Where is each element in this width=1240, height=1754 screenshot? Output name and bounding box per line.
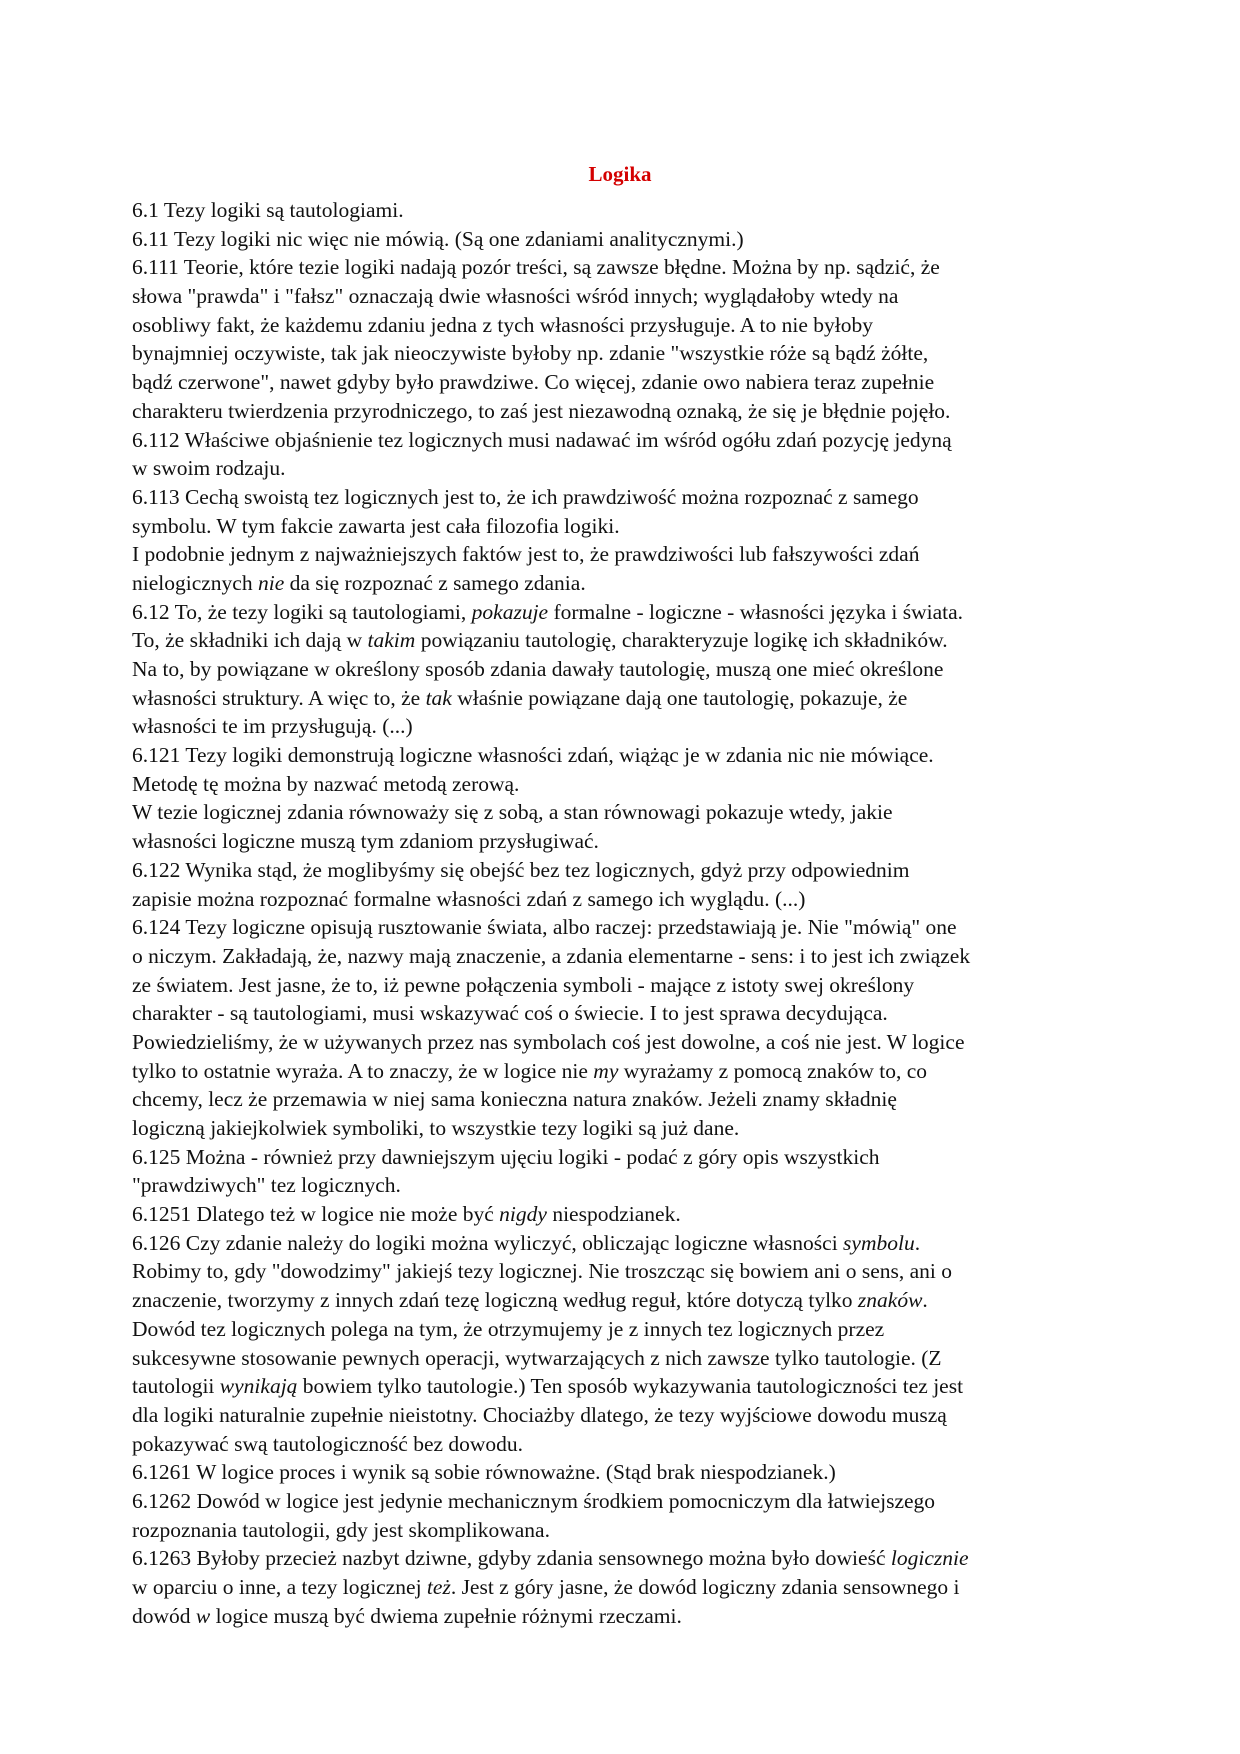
text-line: [132, 1372, 1112, 1401]
document-body: [132, 196, 1112, 1630]
text-segment: tylko to ostatnie wyraża. A to znaczy, że w logice nie: [132, 1058, 594, 1083]
text-line: [132, 1257, 1112, 1286]
text-segment: 6.1263 Byłoby przecież nazbyt dziwne, gdyby zdania sensownego można było dowieść: [132, 1546, 891, 1571]
italic-text: my: [593, 1058, 619, 1083]
text-segment: formalne - logiczne - własności języka i świata.: [548, 599, 964, 624]
text-line: [132, 397, 1112, 426]
text-segment: bądź czerwone", nawet gdyby było prawdziwe. Co więcej, zdanie owo nabiera teraz zupełnie: [132, 370, 935, 395]
text-segment: 6.1251 Dlatego też w logice nie może być: [132, 1202, 500, 1227]
text-segment: tautologii: [132, 1374, 220, 1399]
text-segment: 6.1 Tezy logiki są tautologiami.: [132, 198, 404, 222]
text-line: [132, 512, 1112, 541]
text-segment: własności te im przysługują. (...): [132, 714, 413, 739]
text-segment: 6.11 Tezy logiki nic więc nie mówią. (Są one zdaniami analitycznymi.): [132, 226, 744, 251]
text-line: [132, 770, 1112, 799]
text-segment: pokazywać swą tautologiczność bez dowodu.: [132, 1431, 524, 1456]
text-segment: właśnie powiązane dają one tautologię, pokazuje, że: [451, 685, 908, 710]
text-segment: chcemy, lecz że przemawia w niej sama konieczna natura znaków. Jeżeli znamy składnię: [132, 1087, 897, 1112]
text-line: [132, 1487, 1112, 1516]
italic-text: pokazuje: [471, 599, 549, 624]
text-segment: dowód: [132, 1603, 196, 1628]
text-segment: sukcesywne stosowanie pewnych operacji, wytwarzających z nich zawsze tylko tautologie. (Z: [132, 1345, 942, 1370]
text-line: [132, 1200, 1112, 1229]
text-line: [132, 1229, 1112, 1258]
text-segment: 6.122 Wynika stąd, że moglibyśmy się obejść bez tez logicznych, gdyż przy odpowiednim: [132, 857, 910, 882]
text-line: [132, 798, 1112, 827]
text-segment: dla logiki naturalnie zupełnie nieistotny. Chociażby dlatego, że tezy wyjściowe dowodu muszą: [132, 1402, 947, 1427]
text-line: [132, 483, 1112, 512]
text-line: [132, 712, 1112, 741]
text-line: [132, 1401, 1112, 1430]
text-segment: wyrażamy z pomocą znaków to, co: [618, 1058, 928, 1083]
text-line: [132, 253, 1112, 282]
text-line: [132, 1516, 1112, 1545]
text-segment: znaczenie, tworzymy z innych zdań tezę logiczną według reguł, które dotyczą tylko: [132, 1288, 858, 1313]
text-segment: .: [914, 1230, 921, 1255]
text-line: [132, 999, 1112, 1028]
text-segment: Na to, by powiązane w określony sposób zdania dawały tautologię, muszą one mieć określone: [132, 657, 944, 681]
text-segment: w swoim rodzaju.: [132, 456, 286, 481]
text-segment: symbolu. W tym fakcie zawarta jest cała filozofia logiki.: [132, 513, 620, 538]
text-line: [132, 1344, 1112, 1373]
text-segment: ze światem. Jest jasne, że to, iż pewne połączenia symboli - mające z istoty swej określony: [132, 972, 915, 997]
text-line: [132, 426, 1112, 455]
text-segment: logiczną jakiejkolwiek symboliki, to wszystkie tezy logiki są już dane.: [132, 1116, 740, 1140]
text-segment: Robimy to, gdy "dowodzimy" jakiejś tezy logicznej. Nie troszcząc się bowiem ani o sens, ani o: [132, 1259, 953, 1284]
italic-text: takim: [367, 628, 416, 653]
text-segment: To, że składniki ich dają w: [132, 628, 368, 653]
text-segment: Powiedzieliśmy, że w używanych przez nas symbolach coś jest dowolne, a coś nie jest. W logice: [132, 1029, 965, 1054]
text-line: [132, 971, 1112, 1000]
italic-text: wynikają: [219, 1374, 298, 1399]
text-line: [132, 196, 1112, 225]
italic-text: symbolu: [843, 1230, 915, 1255]
text-segment: 6.111 Teorie, które tezie logiki nadają pozór treści, są zawsze błędne. Można by np. sądzić, że: [132, 255, 940, 280]
text-line: [132, 1085, 1112, 1114]
text-line: [132, 913, 1112, 942]
text-line: [132, 540, 1112, 569]
text-segment: rozpoznania tautologii, gdy jest skomplikowana.: [132, 1517, 550, 1542]
text-line: [132, 1286, 1112, 1315]
text-line: [132, 1430, 1112, 1459]
text-segment: Metodę tę można by nazwać metodą zerową.: [132, 771, 520, 796]
text-line: [132, 741, 1112, 770]
text-line: [132, 282, 1112, 311]
text-segment: 6.121 Tezy logiki demonstrują logiczne własności zdań, wiążąc je w zdania nic nie mówiące.: [132, 743, 934, 768]
text-line: [132, 1028, 1112, 1057]
text-segment: 6.12 To, że tezy logiki są tautologiami,: [132, 599, 472, 624]
text-segment: o niczym. Zakładają, że, nazwy mają znaczenie, a zdania elementarne - sens: i to jest ich związek: [132, 943, 971, 968]
text-segment: 6.124 Tezy logiczne opisują rusztowanie świata, albo raczej: przedstawiają je. Nie "mówią" one: [132, 915, 957, 940]
italic-text: tak: [425, 685, 452, 710]
text-line: [132, 454, 1112, 483]
text-segment: 6.112 Właściwe objaśnienie tez logicznych musi nadawać im wśród ogółu zdań pozycję jedyną: [132, 427, 952, 452]
italic-text: znaków: [857, 1288, 923, 1313]
text-line: [132, 1602, 1112, 1631]
text-segment: charakteru twierdzenia przyrodniczego, to zaś jest niezawodną oznaką, że się je błędnie pojęło.: [132, 398, 951, 423]
text-segment: 6.125 Można - również przy dawniejszym ujęciu logiki - podać z góry opis wszystkich: [132, 1144, 880, 1169]
text-segment: własności logiczne muszą tym zdaniom przysługiwać.: [132, 829, 599, 854]
text-line: [132, 1057, 1112, 1086]
text-line: [132, 339, 1112, 368]
text-line: [132, 1458, 1112, 1487]
text-segment: da się rozpoznać z samego zdania.: [284, 570, 586, 595]
text-line: [132, 684, 1112, 713]
text-segment: I podobnie jednym z najważniejszych faktów jest to, że prawdziwości lub fałszywości zdań: [132, 542, 920, 567]
text-segment: .: [922, 1288, 928, 1313]
text-line: [132, 1143, 1112, 1172]
text-segment: logice muszą być dwiema zupełnie różnymi rzeczami.: [210, 1603, 682, 1628]
text-line: [132, 569, 1112, 598]
text-line: [132, 1573, 1112, 1602]
text-line: [132, 827, 1112, 856]
text-segment: bynajmniej oczywiste, tak jak nieoczywiste byłoby np. zdanie "wszystkie róże są bądź żółte,: [132, 341, 929, 366]
text-segment: W tezie logicznej zdania równoważy się z sobą, a stan równowagi pokazuje wtedy, jakie: [132, 800, 893, 825]
text-line: [132, 942, 1112, 971]
text-line: [132, 885, 1112, 914]
text-line: [132, 225, 1112, 254]
italic-text: też: [426, 1575, 451, 1599]
text-segment: 6.1261 W logice proces i wynik są sobie równoważne. (Stąd brak niespodzianek.): [132, 1460, 836, 1485]
text-segment: niespodzianek.: [546, 1202, 681, 1227]
text-line: [132, 1315, 1112, 1344]
text-segment: własności struktury. A więc to, że: [132, 685, 426, 710]
text-segment: nielogicznych: [132, 570, 258, 595]
italic-text: logicznie: [890, 1546, 969, 1571]
text-segment: 6.113 Cechą swoistą tez logicznych jest to, że ich prawdziwość można rozpoznać z samego: [132, 484, 919, 509]
text-segment: 6.126 Czy zdanie należy do logiki można wyliczyć, obliczając logiczne własności: [132, 1230, 844, 1255]
document-title: Logika: [588, 162, 652, 186]
text-segment: bowiem tylko tautologie.) Ten sposób wykazywania tautologiczności tez jest: [297, 1374, 964, 1399]
text-segment: zapisie można rozpoznać formalne własności zdań z samego ich wyglądu. (...): [132, 886, 806, 911]
text-line: [132, 598, 1112, 627]
text-segment: słowa "prawda" i "fałsz" oznaczają dwie własności wśród innych; wyglądałoby wtedy na: [132, 284, 899, 309]
text-segment: . Jest z góry jasne, że dowód logiczny zdania sensownego i: [450, 1575, 960, 1599]
text-line: [132, 626, 1112, 655]
text-line: [132, 1171, 1112, 1200]
text-segment: w oparciu o inne, a tezy logicznej: [132, 1575, 427, 1599]
text-line: [132, 1544, 1112, 1573]
text-segment: 6.1262 Dowód w logice jest jedynie mechanicznym środkiem pomocniczym dla łatwiejszego: [132, 1488, 936, 1513]
text-segment: osobliwy fakt, że każdemu zdaniu jedna z tych własności przysługuje. A to nie byłoby: [132, 312, 873, 337]
text-line: [132, 311, 1112, 340]
text-segment: Dowód tez logicznych polega na tym, że otrzymujemy je z innych tez logicznych przez: [132, 1316, 885, 1341]
text-segment: "prawdziwych" tez logicznych.: [132, 1173, 401, 1198]
text-segment: charakter - są tautologiami, musi wskazywać coś o świecie. I to jest sprawa decydująca.: [132, 1001, 888, 1026]
text-line: [132, 368, 1112, 397]
text-segment: powiązaniu tautologię, charakteryzuje logikę ich składników.: [415, 628, 948, 653]
text-line: [132, 1114, 1112, 1143]
italic-text: nigdy: [499, 1202, 547, 1227]
text-line: [132, 856, 1112, 885]
italic-text: nie: [257, 570, 285, 595]
italic-text: w: [195, 1603, 211, 1628]
text-line: [132, 655, 1112, 684]
